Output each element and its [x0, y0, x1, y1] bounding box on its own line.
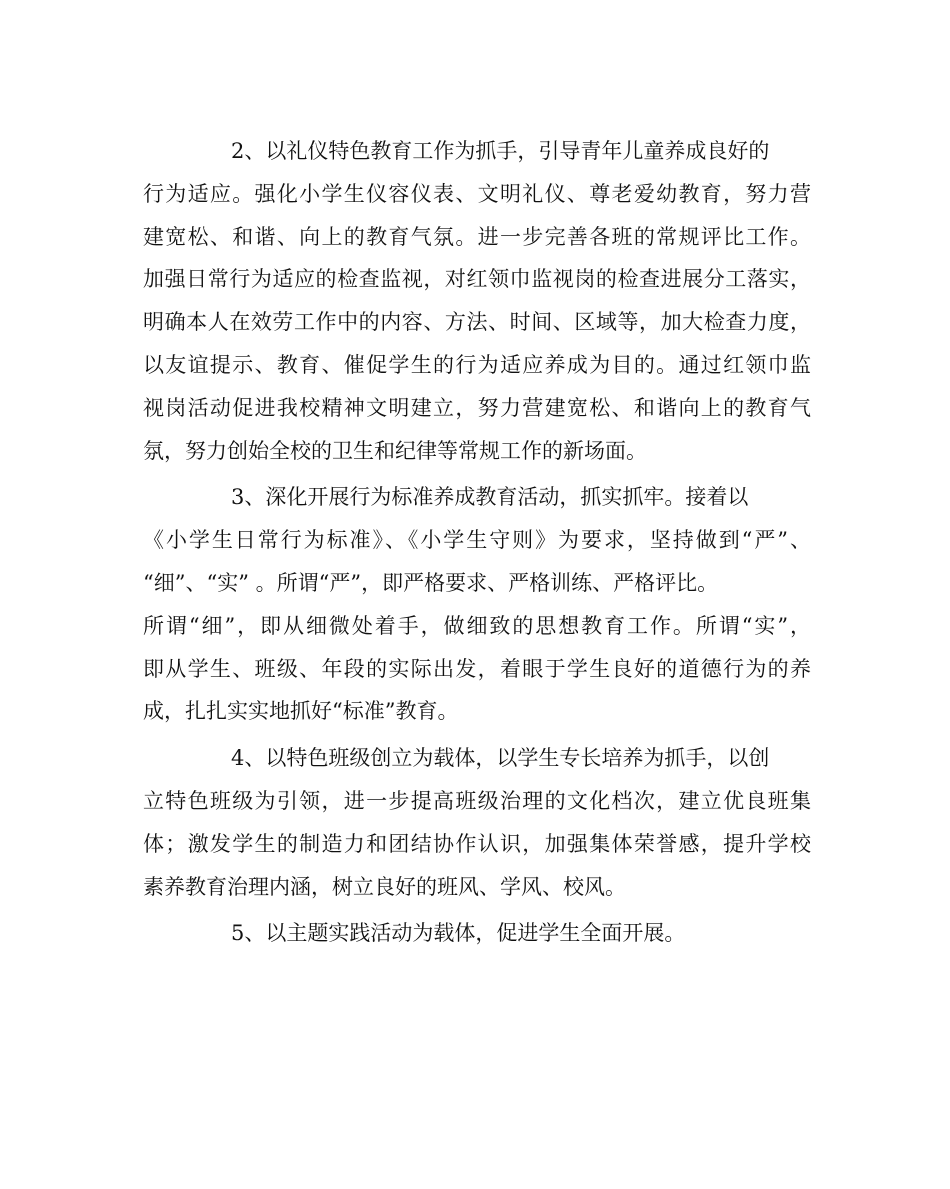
paragraph-5: [143, 912, 811, 955]
document-body: [143, 130, 811, 955]
paragraph-line: 5、以主题实践活动为载体，促进学生全面开展。: [231, 921, 686, 946]
paragraph-line: 所谓“细”，即从细微处着手，做细致的思想教育工作。所谓“实”，: [143, 613, 811, 638]
paragraph-line: 《小学生日常行为标准》、《小学生守则》为要求，坚持做到“严”、: [143, 528, 811, 553]
paragraph-line: 视岗活动促进我校精神文明建立，努力营建宽松、和谐向上的教育气: [143, 395, 811, 420]
paragraph-line: 加强日常行为适应的检查监视，对红领巾监视岗的检查进展分工落实，: [143, 267, 811, 292]
paragraph-line: 立特色班级为引领，进一步提高班级治理的文化档次，建立优良班集: [143, 788, 811, 813]
paragraph-line: “细”、“实” 。所谓“严”，即严格要求、严格训练、严格评比。: [143, 570, 719, 595]
paragraph-line: 3、深化开展行为标准养成教育活动，抓实抓牢。接着以: [231, 485, 749, 510]
paragraph-line: 明确本人在效劳工作中的内容、方法、时间、区域等，加大检查力度，: [143, 310, 811, 335]
paragraph-3: [143, 476, 811, 733]
paragraph-2: [143, 130, 811, 472]
paragraph-line: 即从学生、班级、年段的实际出发，着眼于学生良好的道德行为的养: [143, 656, 811, 681]
paragraph-line: 成，扎扎实实地抓好“标准”教育。: [143, 699, 459, 724]
paragraph-line: 建宽松、和谐、向上的教育气氛。进一步完善各班的常规评比工作。: [143, 224, 811, 249]
paragraph-line: 素养教育治理内涵，树立良好的班风、学风、校风。: [143, 874, 626, 899]
paragraph-line: 行为适应。强化小学生仪容仪表、文明礼仪、尊老爱幼教育，努力营: [143, 181, 811, 206]
paragraph-line: 氛，努力创始全校的卫生和纪律等常规工作的新场面。: [143, 438, 647, 463]
paragraph-line: 2、以礼仪特色教育工作为抓手，引导青年儿童养成良好的: [231, 139, 770, 163]
paragraph-line: 以友谊提示、教育、催促学生的行为适应养成为目的。通过红领巾监: [143, 352, 811, 377]
paragraph-line: 体；激发学生的制造力和团结协作认识，加强集体荣誉感，提升学校: [143, 831, 811, 856]
paragraph-4: [143, 737, 811, 908]
paragraph-line: 4、以特色班级创立为载体，以学生专长培养为抓手，以创: [231, 746, 770, 771]
